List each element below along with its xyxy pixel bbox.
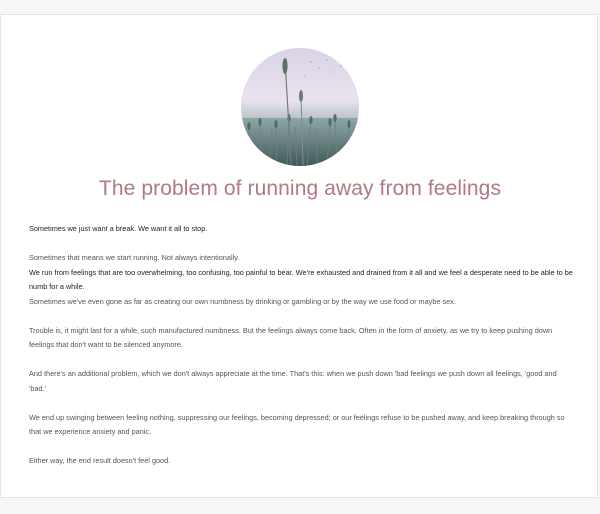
paragraph: We end up swinging between feeling nothing, suppressing our feelings, becoming depressed; or our feelings refuse to be pushed away, and keep breaking through so that we experience anxiety and panic.	[29, 412, 565, 436]
paragraph: Either way, the end result doesn't feel good.	[29, 456, 171, 465]
article-body	[29, 222, 574, 483]
paragraph: Sometimes we just want a break. We want it all to stop.	[29, 224, 208, 233]
article-card	[0, 14, 598, 498]
paragraph: Trouble is, it might last for a while, such manufactured numbness. But the feelings always come back. Often in the form of anxiety, as we try to keep pushing down feelings that don't want to be silenced anymore.	[29, 325, 553, 349]
meadow-grass-image	[241, 48, 359, 166]
paragraph: And there's an additional problem, which we don't always appreciate at the time. That's this: when we push down 'bad feelings we push down all feelings, 'good and 'bad.'	[29, 369, 557, 393]
paragraph: We run from feelings that are too overwhelming, too confusing, too painful to bear. We're exhausted and drained from it all and we feel a desperate need to be able to be numb for a while.	[29, 267, 573, 291]
paragraph: Sometimes that means we start running. Not always intentionally.	[29, 253, 240, 262]
hero-image	[241, 48, 359, 166]
paragraph: Sometimes we've even gone as far as creating our own numbness by drinking or gambling or by the way we use food or maybe sex.	[29, 296, 456, 306]
article-title: The problem of running away from feelings	[98, 177, 502, 200]
